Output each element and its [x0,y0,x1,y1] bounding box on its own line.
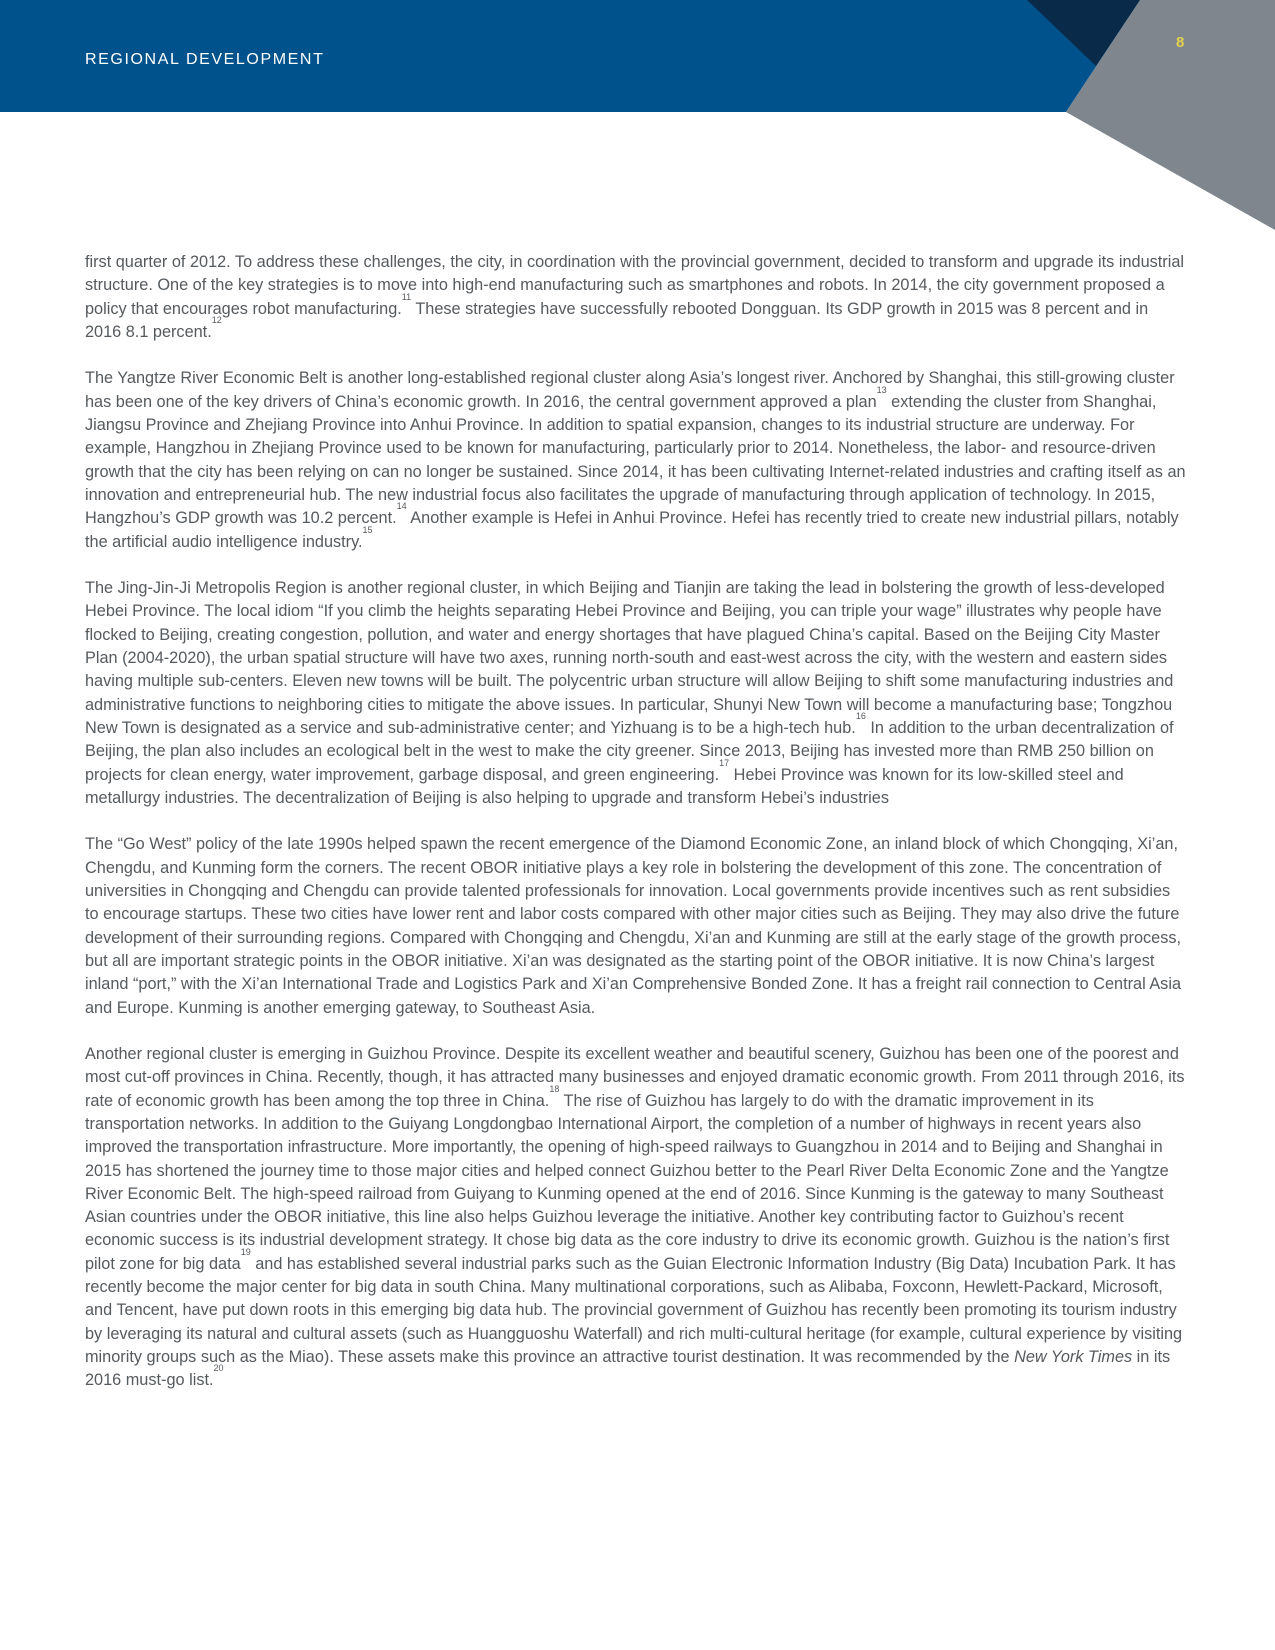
footnote-marker: 12 [211,314,222,325]
paragraph [85,577,1187,810]
text-segment: In addition to the urban decentralization of Beijing, the plan also includes an ecological belt in the west to make the city greener. Since 2013, Beijing has invested more than RMB 250 billion on projects for clean energy, water improvement, garbage disposal, and green engineering. [85,718,1174,784]
footnote-marker: 18 [549,1083,560,1094]
page-number: 8 [1176,34,1185,51]
footnote-marker: 15 [362,524,373,535]
italic-text: New York Times [1014,1347,1133,1366]
text-segment: The Yangtze River Economic Belt is another long-established regional cluster along Asia’s longest river. Anchored by Shanghai, this still-growing cluster has been one of the key drivers of China’s economic growth. In 2016, the central government approved a plan [85,369,1175,411]
header-graphic [0,0,1275,240]
paragraph [85,251,1187,344]
paragraph [85,833,1187,1019]
paragraph [85,367,1187,553]
paragraph [85,1043,1187,1392]
footnote-marker: 13 [876,384,887,395]
footnote-marker: 16 [855,710,866,721]
text-segment: first quarter of 2012. To address these challenges, the city, in coordination with the provincial government, decided to transform and upgrade its industrial structure. One of the key strategies is to move into high-end manufacturing such as smartphones and robots. In 2014, the city government proposed a policy that encourages robot manufacturing. [85,253,1184,318]
footnote-marker: 20 [213,1363,224,1374]
text-segment: Another example is Hefei in Anhui Province. Hefei has recently tried to create new industrial pillars, notably the artificial audio intelligence industry. [85,509,1179,551]
text-segment: and has established several industrial parks such as the Guian Electronic Information Industry (Big Data) Incubation Park. It has recently become the major center for big data in south China. Many multinational corporations, such as Alibaba, Foxconn, Hewlett-Packard, Microsoft, and Tencent, have put down roots in this emerging big data hub. The provincial government of Guizhou has recently been promoting its tourism industry by leveraging its natural and cultural assets (such as Huangguoshu Waterfall) and rich multi-cultural heritage (for example, cultural experience by visiting minority groups such as the Miao). These assets make this province an attractive tourist destination. It was recommended by the [85,1254,1183,1366]
text-segment: Another regional cluster is emerging in Guizhou Province. Despite its excellent weather and beautiful scenery, Guizhou has been one of the poorest and most cut-off provinces in China. Recently, though, it has attracted many businesses and enjoyed dramatic economic growth. From 2011 through 2016, its rate of economic growth has been among the top three in China. [85,1045,1185,1110]
body-text [85,251,1187,1416]
text-segment: Hebei Province was known for its low-skilled steel and metallurgy industries. The decentralization of Beijing is also helping to upgrade and transform Hebei’s industries [85,765,1124,807]
footnote-marker: 17 [719,757,730,768]
text-segment: in its 2016 must-go list. [85,1347,1171,1390]
footnote-marker: 11 [401,291,412,302]
text-segment: extending the cluster from Shanghai, Jiangsu Province and Zhejiang Province into Anhui Province. In addition to spatial expansion, changes to its industrial structure are underway. For example, Hangzhou in Zhejiang Province used to be known for manufacturing, particularly prior to 2014. Nonetheless, the labor- and resource-driven growth that the city has been relying on can no longer be sustained. Since 2014, it has been cultivating Internet-related industries and crafting itself as an innovation and entrepreneurial hub. The new industrial focus also facilitates the upgrade of manufacturing through application of technology. In 2015, Hangzhou’s GDP growth was 10.2 percent. [85,392,1186,528]
text-segment: The “Go West” policy of the late 1990s helped spawn the recent emergence of the Diamond Economic Zone, an inland block of which Chongqing, Xi’an, Chengdu, and Kunming form the corners. The recent OBOR initiative plays a key role in bolstering the development of this zone. The concentration of universities in Chongqing and Chengdu can provide talented professionals for innovation. Local governments provide incentives such as rent subsidies to encourage startups. These two cities have lower rent and labor costs compared with other major cities such as Beijing. They may also drive the future development of their surrounding regions. Compared with Chongqing and Chengdu, Xi’an and Kunming are still at the early stage of the growth process, but all are important strategic points in the OBOR initiative. Xi’an was designated as the starting point of the OBOR initiative. It is now China’s largest inland “port,” with the Xi’an International Trade and Logistics Park and Xi’an Comprehensive Bonded Zone. It has a freight rail connection to Central Asia and Europe. Kunming is another emerging gateway, to Southeast Asia. [85,835,1182,1017]
footnote-marker: 14 [396,501,407,512]
text-segment: These strategies have successfully rebooted Dongguan. Its GDP growth in 2015 was 8 percent and in 2016 8.1 percent. [85,299,1149,341]
section-title: REGIONAL DEVELOPMENT [85,51,325,68]
footnote-marker: 19 [240,1246,251,1257]
text-segment: The rise of Guizhou has largely to do with the dramatic improvement in its transportation networks. In addition to the Guiyang Longdongbao International Airport, the completion of a number of highways in recent years also improved the transportation infrastructure. More importantly, the opening of high-speed railways to Guangzhou in 2014 and to Beijing and Shanghai in 2015 has shortened the journey time to those major cities and helped connect Guizhou better to the Pearl River Delta Economic Zone and the Yangtze River Economic Belt. The high-speed railroad from Guiyang to Kunming opened at the end of 2016. Since Kunming is the gateway to many Southeast Asian countries under the OBOR initiative, this line also helps Guizhou leverage the initiative. Another key contributing factor to Guizhou’s recent economic success is its industrial development strategy. It chose big data as the core industry to drive its economic growth. Guizhou is the nation’s first pilot zone for big data [85,1091,1170,1273]
text-segment: The Jing-Jin-Ji Metropolis Region is another regional cluster, in which Beijing and Tianjin are taking the lead in bolstering the growth of less-developed Hebei Province. The local idiom “If you climb the heights separating Hebei Province and Beijing, you can triple your wage” illustrates why people have flocked to Beijing, creating congestion, pollution, and water and energy shortages that have plagued China’s capital. Based on the Beijing City Master Plan (2004-2020), the urban spatial structure will have two axes, running north-south and east-west across the city, with the western and eastern sides having multiple sub-centers. Eleven new towns will be built. The polycentric urban structure will allow Beijing to shift some manufacturing industries and administrative functions to neighboring cities to mitigate the above issues. In particular, Shunyi New Town will become a manufacturing base; Tongzhou New Town is designated as a service and sub-administrative center; and Yizhuang is to be a high-tech hub. [85,579,1174,737]
